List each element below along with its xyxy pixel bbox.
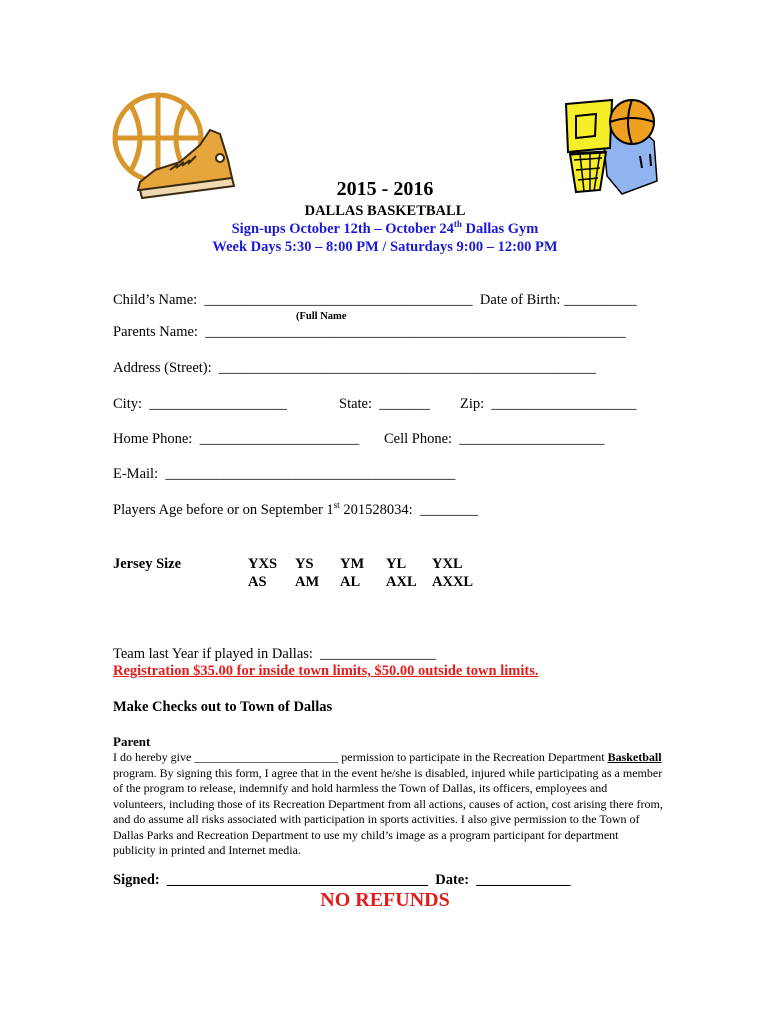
full-name-note: (Full Name xyxy=(296,311,347,322)
email-field[interactable]: E-Mail: ________________________________________ xyxy=(113,466,456,482)
signup-hours: Week Days 5:30 – 8:00 PM / Saturdays 9:00 – 12:00 PM xyxy=(212,239,558,255)
jersey-option-ys[interactable]: YS xyxy=(295,556,314,572)
jersey-option-al[interactable]: AL xyxy=(340,574,361,590)
jersey-option-axxl[interactable]: AXXL xyxy=(432,574,474,590)
player-age-line: 201528034: ________ xyxy=(339,502,478,518)
home-phone-field[interactable]: Home Phone: ______________________ xyxy=(113,431,360,447)
player-age-sup: st xyxy=(333,500,340,511)
no-refunds: NO REFUNDS xyxy=(320,889,450,911)
state-field[interactable]: State: _______ xyxy=(339,396,431,412)
jersey-option-as[interactable]: AS xyxy=(248,574,267,590)
cell-phone-field[interactable]: Cell Phone: ____________________ xyxy=(384,431,605,447)
player-age-label: Players Age before or on September 1 xyxy=(113,502,334,518)
jersey-option-am[interactable]: AM xyxy=(295,574,320,590)
checks-payable: Make Checks out to Town of Dallas xyxy=(113,699,333,715)
permission-text-start: I do hereby give ________________________ permission to participate in the Recreation Department xyxy=(113,750,608,764)
zip-field[interactable]: Zip: ____________________ xyxy=(460,396,637,412)
city-field[interactable]: City: ___________________ xyxy=(113,396,288,412)
address-field[interactable]: Address (Street): ____________________________________________________ xyxy=(113,360,596,376)
jersey-option-yxs[interactable]: YXS xyxy=(248,556,278,572)
jersey-option-ym[interactable]: YM xyxy=(340,556,365,572)
team-last-year-field[interactable]: Team last Year if played in Dallas: ________________ xyxy=(113,646,437,662)
jersey-option-axl[interactable]: AXL xyxy=(386,574,417,590)
jersey-option-yl[interactable]: YL xyxy=(386,556,407,572)
permission-paragraph xyxy=(113,750,663,859)
season-year: 2015 - 2016 xyxy=(336,178,434,200)
signup-dates-text: Sign-ups October 12th – October 24 xyxy=(231,221,454,237)
jersey-size-label: Jersey Size xyxy=(113,556,182,572)
registration-fee: Registration $35.00 for inside town limits, $50.00 outside town limits. xyxy=(113,663,539,679)
parents-name-field[interactable]: Parents Name: __________________________________________________________ xyxy=(113,324,626,340)
child-name-field[interactable]: Child’s Name: _____________________________________ Date of Birth: __________ xyxy=(113,292,637,308)
signup-location: Dallas Gym xyxy=(461,221,539,237)
permission-program: Basketball xyxy=(607,750,662,764)
signature-field[interactable]: Signed: ____________________________________ Date: _____________ xyxy=(113,872,571,888)
signup-dates-sup: th xyxy=(453,219,462,230)
player-age-field[interactable] xyxy=(113,502,478,519)
permission-text-rest: program. By signing this form, I agree that in the event he/she is disabled, injured while participating as a member of the program to release, indemnify and hold harmless the Town of Dallas, its officers, employees and volunteers, including those of its Recreation Department from all actions, causes of action, cost arising there from, and do assume all risks associated with participation in sports activities. I also give permission to the Town of Dallas Parks and Recreation Department to use my child’s image as a program participant for department publicity in printed and Internet media. xyxy=(113,765,663,857)
jersey-option-yxl[interactable]: YXL xyxy=(432,556,463,572)
signup-dates xyxy=(0,221,770,238)
parent-heading: Parent xyxy=(113,734,151,749)
program-title: DALLAS BASKETBALL xyxy=(304,203,466,219)
